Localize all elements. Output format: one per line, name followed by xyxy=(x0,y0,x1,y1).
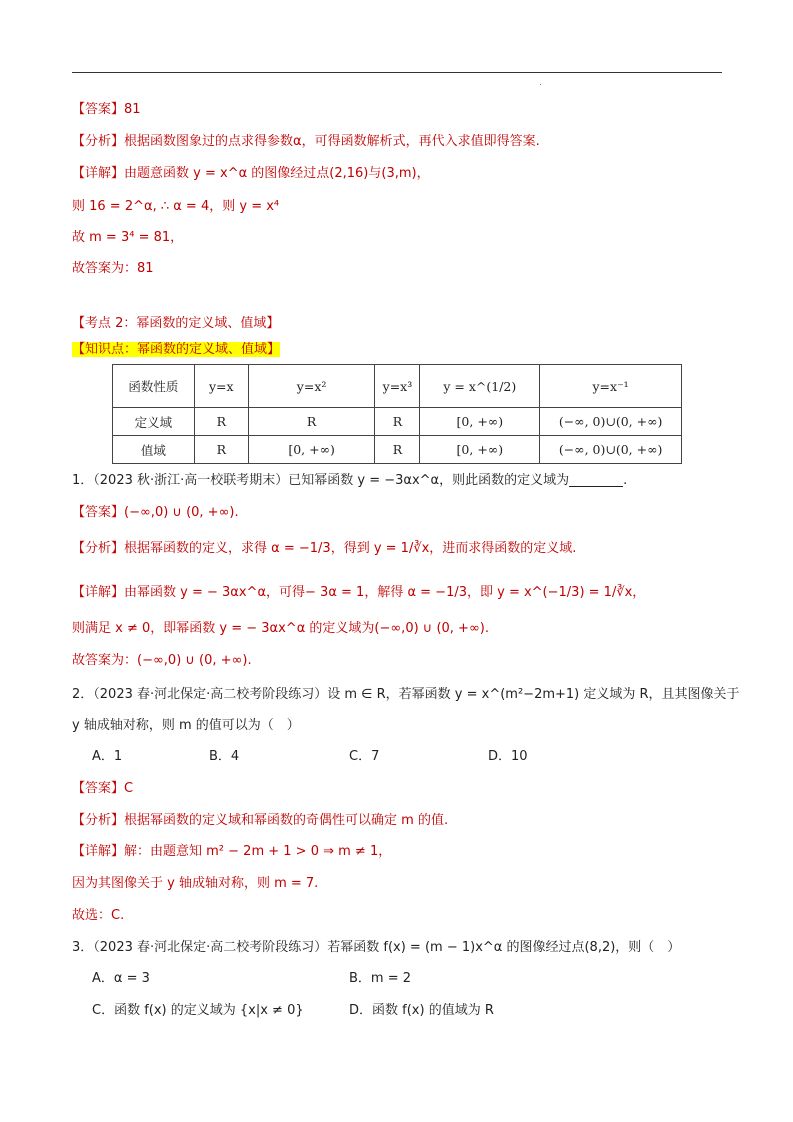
header-rule xyxy=(72,72,722,73)
table-cell: 函数性质 xyxy=(113,365,195,408)
q1-detail-line2: 则满足 x ≠ 0，即幂函数 y = − 3αx^α 的定义域为(−∞,0) ∪ (0, +∞). xyxy=(72,621,489,636)
q1-analysis: 根据幂函数的定义，求得 α = −1/3，得到 y = 1/∛x，进而求得函数的定义域. xyxy=(124,541,577,556)
q3-option-a: A．α = 3 xyxy=(92,971,150,986)
analysis-tag: 【分析】 xyxy=(72,134,125,149)
detail-tag: 【详解】 xyxy=(72,844,125,859)
q2-answer: C xyxy=(124,781,134,796)
q2-analysis: 根据幂函数的定义域和幂函数的奇偶性可以确定 m 的值. xyxy=(124,813,449,828)
table-cell: y=x² xyxy=(248,365,375,408)
answer-tag: 【答案】 xyxy=(72,781,125,796)
answer-tag: 【答案】 xyxy=(72,505,125,520)
q1-analysis-line xyxy=(72,540,576,558)
q3-option-d: D．函数 f(x) 的值域为 R xyxy=(349,1003,494,1018)
table-cell: (−∞, 0)∪(0, +∞) xyxy=(540,408,682,436)
q1-answer-line xyxy=(72,504,239,522)
q2-answer-line xyxy=(72,780,133,798)
header-dot xyxy=(540,84,541,85)
q2-detail-line2: 因为其图像关于 y 轴成轴对称，则 m = 7. xyxy=(72,876,319,891)
intro-detail-line2: 则 16 = 2^α, ∴ α = 4，则 y = x⁴ xyxy=(72,199,280,214)
table-cell: R xyxy=(248,408,375,436)
q1-detail-line3: 故答案为：(−∞,0) ∪ (0, +∞). xyxy=(72,653,252,668)
q1-stem-text: 1．（2023 秋·浙江·高一校联考期末）已知幂函数 y = −3αx^α，则此函数的定义域为 xyxy=(72,473,570,488)
q2-stem-line2: y 轴成轴对称，则 m 的值可以为（ ） xyxy=(72,718,300,733)
q1-stem-end: . xyxy=(623,473,628,488)
table-cell: y=x³ xyxy=(375,365,420,408)
q2-detail-line3: 故选：C. xyxy=(72,908,125,923)
table-cell: 值域 xyxy=(113,436,195,464)
zhishidian-highlight: 【知识点：幂函数的定义域、值域】 xyxy=(72,342,281,357)
detail-line1: 由题意函数 y = x^α 的图像经过点(2,16)与(3,m)， xyxy=(124,166,430,181)
table-cell: y=x xyxy=(194,365,248,408)
q3-stem: 3．（2023 春·河北保定·高二校考阶段练习）若幂函数 f(x) = (m − 1)x^α 的图像经过点(8,2)，则（ ） xyxy=(72,940,681,955)
detail-tag: 【详解】 xyxy=(72,585,125,600)
table-cell: [0, +∞) xyxy=(420,436,540,464)
zhishidian-heading xyxy=(72,341,280,359)
q1-detail-line1 xyxy=(72,584,645,602)
table-cell: y = x^(1/2) xyxy=(420,365,540,408)
q2-analysis-line xyxy=(72,812,448,830)
analysis-tag: 【分析】 xyxy=(72,813,125,828)
table-header-row xyxy=(113,365,682,408)
table-cell: y=x⁻¹ xyxy=(540,365,682,408)
answer-value: 81 xyxy=(124,102,141,117)
table-cell: R xyxy=(194,408,248,436)
intro-answer-line xyxy=(72,101,141,119)
intro-detail-line1 xyxy=(72,165,430,183)
detail-line4-label: 故答案为： xyxy=(72,261,138,276)
table-cell: 定义域 xyxy=(113,408,195,436)
q2-option-d: D．10 xyxy=(488,749,528,764)
q3-option-c: C．函数 f(x) 的定义域为 {x|x ≠ 0} xyxy=(92,1003,304,1018)
intro-detail-line3: 故 m = 3⁴ = 81， xyxy=(72,230,184,245)
detail-tag: 【详解】 xyxy=(72,166,125,181)
q2-option-b: B．4 xyxy=(209,749,240,764)
kaodian-heading: 【考点 2：幂函数的定义域、值域】 xyxy=(72,316,280,331)
analysis-text: 根据函数图象过的点求得参数α，可得函数解析式，再代入求值即得答案. xyxy=(124,134,540,149)
intro-analysis-line xyxy=(72,133,540,151)
q2-stem-line1: 2．（2023 春·河北保定·高二校考阶段练习）设 m ∈ R，若幂函数 y = x^(m²−2m+1) 定义域为 R，且其图像关于 xyxy=(72,687,740,702)
q2-option-a: A．1 xyxy=(92,749,123,764)
analysis-tag: 【分析】 xyxy=(72,541,125,556)
q1-detail1: 由幂函数 y = − 3αx^α，可得− 3α = 1，解得 α = −1/3，即 y = x^(−1/3) = 1/∛x， xyxy=(124,585,646,600)
detail-line4-value: 81 xyxy=(137,261,154,276)
table-row xyxy=(113,436,682,464)
power-function-table xyxy=(112,364,682,464)
q1-answer: (−∞,0) ∪ (0, +∞). xyxy=(124,505,239,520)
q2-detail1: 解：由题意知 m² − 2m + 1 > 0 ⇒ m ≠ 1， xyxy=(124,844,392,859)
table-cell: R xyxy=(194,436,248,464)
q2-option-c: C．7 xyxy=(349,749,380,764)
q2-detail-line1 xyxy=(72,843,391,861)
answer-tag: 【答案】 xyxy=(72,102,125,117)
table-cell: [0, +∞) xyxy=(248,436,375,464)
answer-blank xyxy=(569,474,623,487)
table-cell: [0, +∞) xyxy=(420,408,540,436)
q1-stem xyxy=(72,472,627,490)
table-cell: (−∞, 0)∪(0, +∞) xyxy=(540,436,682,464)
table-cell: R xyxy=(375,436,420,464)
table-row xyxy=(113,408,682,436)
table-cell: R xyxy=(375,408,420,436)
q3-option-b: B．m = 2 xyxy=(349,971,412,986)
intro-detail-line4 xyxy=(72,260,154,278)
